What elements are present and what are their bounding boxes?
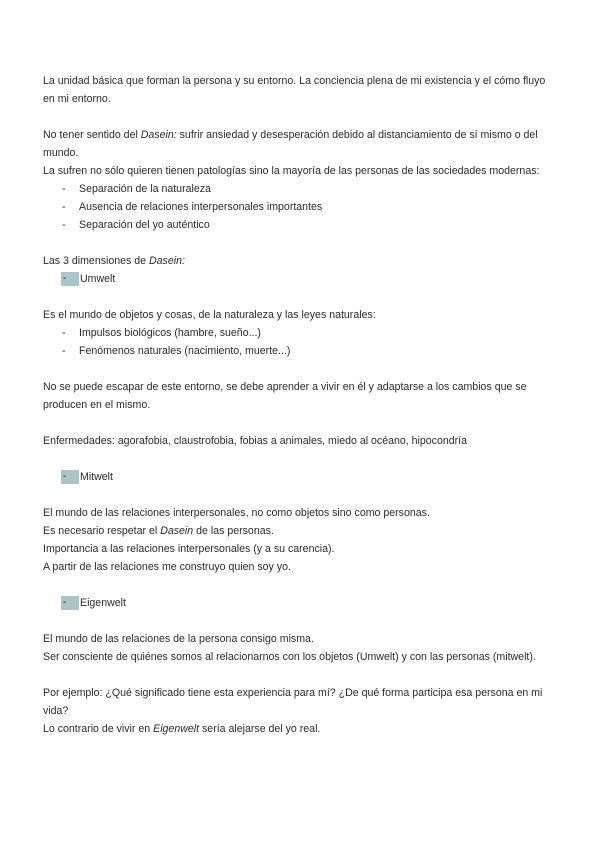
eigenwelt-contrary: Lo contrario de vivir en Eigenwelt sería alejarse del yo real. <box>43 723 321 735</box>
mitwelt-line-1: El mundo de las relaciones interpersonales, no como objetos sino como personas. <box>43 507 430 519</box>
dash-bullet: - <box>62 201 66 213</box>
mitwelt-title: Mitwelt <box>80 471 113 483</box>
umwelt-title: Umwelt <box>80 273 116 285</box>
problem-list <box>43 180 558 234</box>
document-page <box>43 72 558 738</box>
dasein-term: Dasein: <box>140 129 177 141</box>
problem-paragraph <box>43 126 558 162</box>
eigenwelt-example: Por ejemplo: ¿Qué significado tiene esta experiencia para mí? ¿De qué forma participa esa persona en mi vida? <box>43 687 543 717</box>
sufferers-paragraph: La sufren no sólo quieren tienen patologías sino la mayoría de las personas de las sociedades modernas: <box>43 165 540 177</box>
mitwelt-heading <box>43 468 558 486</box>
dasein-term: Dasein <box>160 525 194 537</box>
dash-bullet: - <box>62 345 66 357</box>
dimensions-intro: Las 3 dimensiones de Dasein: <box>43 255 185 267</box>
problem-suffix: sufrir ansiedad y desesperación debido al distanciamiento de sí mismo o del mundo. <box>43 129 538 159</box>
dasein-term: Dasein: <box>149 255 185 267</box>
mitwelt-line-4: A partir de las relaciones me construyo quien soy yo. <box>43 561 291 573</box>
highlight-marker: - <box>61 272 79 286</box>
dash-bullet: - <box>62 327 66 339</box>
dash-bullet: - <box>62 219 66 231</box>
highlight-marker: - <box>61 470 79 484</box>
eigenwelt-line-2: Ser consciente de quiénes somos al relacionarnos con los objetos (Umwelt) y con las personas (mitwelt). <box>43 651 536 663</box>
list-item: - Ausencia de relaciones interpersonales importantes <box>43 198 558 216</box>
list-item: - Impulsos biológicos (hambre, sueño...) <box>43 324 558 342</box>
umwelt-list <box>43 324 558 360</box>
highlight-marker: - <box>61 596 79 610</box>
eigenwelt-heading <box>43 594 558 612</box>
eigenwelt-term: Eigenwelt <box>153 723 200 735</box>
dash-bullet: - <box>62 183 66 195</box>
umwelt-diseases: Enfermedades: agorafobia, claustrofobia, fobias a animales, miedo al océano, hipocondría <box>43 435 468 447</box>
list-item: - Separación del yo auténtico <box>43 216 558 234</box>
umwelt-description: Es el mundo de objetos y cosas, de la naturaleza y las leyes naturales: <box>43 309 376 321</box>
eigenwelt-title: Eigenwelt <box>80 597 126 609</box>
mitwelt-line-3: Importancia a las relaciones interpersonales (y a su carencia). <box>43 543 335 555</box>
list-item: - Separación de la naturaleza <box>43 180 558 198</box>
eigenwelt-line-1: El mundo de las relaciones de la persona consigo misma. <box>43 633 314 645</box>
list-item: - Fenómenos naturales (nacimiento, muerte...) <box>43 342 558 360</box>
problem-prefix: No tener sentido del <box>43 129 141 141</box>
umwelt-heading <box>43 270 558 288</box>
umwelt-escape: No se puede escapar de este entorno, se debe aprender a vivir en él y adaptarse a los cambios que se producen en el mismo. <box>43 381 527 411</box>
intro-paragraph: La unidad básica que forman la persona y su entorno. La conciencia plena de mi existencia y el cómo fluyo en mi entorno. <box>43 75 546 105</box>
mitwelt-line-2: Es necesario respetar el Dasein de las personas. <box>43 525 274 537</box>
